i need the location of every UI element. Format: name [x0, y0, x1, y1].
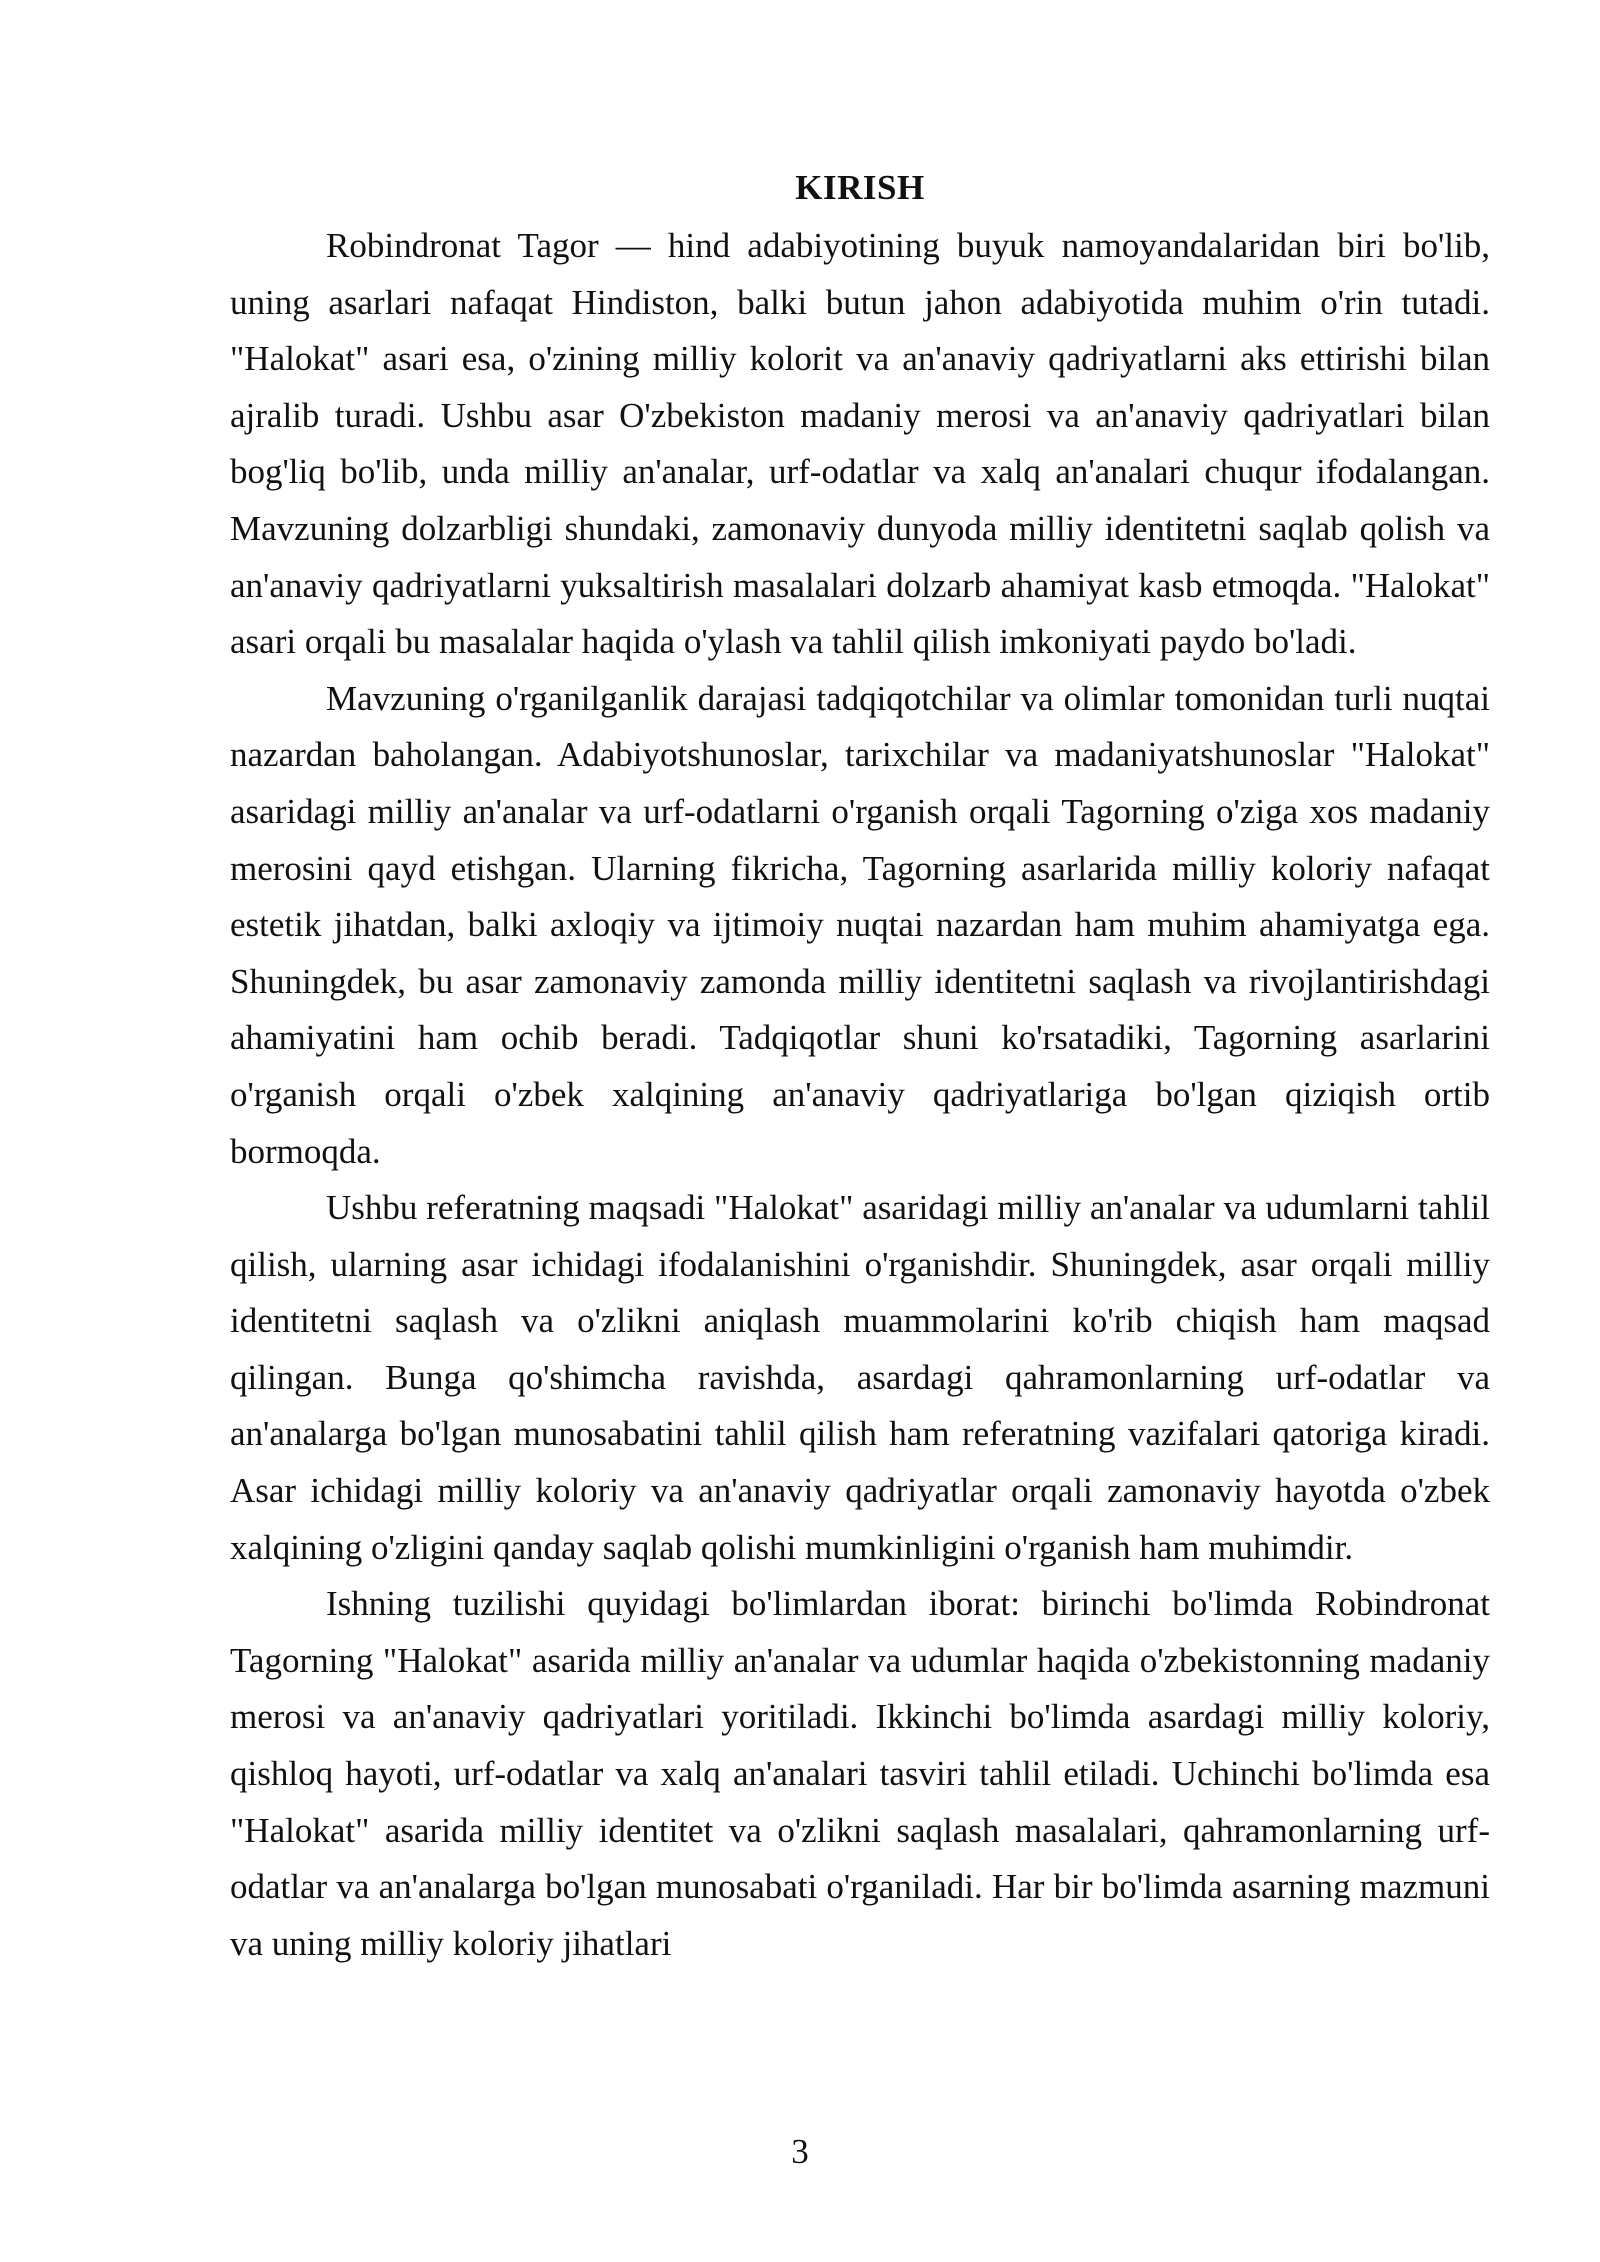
paragraph-relevance: Robindronat Tagor — hind adabiyotining buyuk namoyandalaridan biri bo'lib, uning asarlari nafaqat Hindiston, balki butun jahon adabiyotida muhim o'rin tutadi. "Halokat" asari esa, o'zining milliy kolorit va an'anaviy qadriyatlarni aks ettirishi bilan ajralib turadi. Ushbu asar O'zbekiston madaniy merosi va an'anaviy qadriyatlari bilan bog'liq bo'lib, unda milliy an'analar, urf-odatlar va xalq an'analari chuqur ifodalangan. Mavzuning dolzarbligi shundaki, zamonaviy dunyoda milliy identitetni saqlab qolish va an'anaviy qadriyatlarni yuksaltirish masalalari dolzarb ahamiyat kasb etmoqda. "Halokat" asari orqali bu masalalar haqida o'ylash va tahlil qilish imkoniyati paydo bo'ladi. — [230, 226, 1490, 662]
paragraph-purpose: Ushbu referatning maqsadi "Halokat" asaridagi milliy an'analar va udumlarni tahlil qilish, ularning asar ichidagi ifodalanishini o'rganishdir. Shuningdek, asar orqali milliy identitetni saqlash va o'zlikni aniqlash muammolarini ko'rib chiqish ham maqsad qilingan. Bunga qo'shimcha ravishda, asardagi qahramonlarning urf-odatlar va an'analarga bo'lgan munosabatini tahlil qilish ham referatning vazifalari qatoriga kiradi. Asar ichidagi milliy koloriy va an'anaviy qadriyatlar orqali zamonaviy hayotda o'zbek xalqining o'zligini qanday saqlab qolishi mumkinligini o'rganish ham muhimdir. — [230, 1188, 1490, 1567]
paragraph-research-degree: Mavzuning o'rganilganlik darajasi tadqiqotchilar va olimlar tomonidan turli nuqtai nazardan baholangan. Adabiyotshunoslar, tarixchilar va madaniyatshunoslar "Halokat" asaridagi milliy an'analar va urf-odatlarni o'rganish orqali Tagorning o'ziga xos madaniy merosini qayd etishgan. Ularning fikricha, Tagorning asarlarida milliy koloriy nafaqat estetik jihatdan, balki axloqiy va ijtimoiy nuqtai nazardan ham muhim ahamiyatga ega. Shuningdek, bu asar zamonaviy zamonda milliy identitetni saqlash va rivojlantirishdagi ahamiyatini ham ochib beradi. Tadqiqotlar shuni ko'rsatadiki, Tagorning asarlarini o'rganish orqali o'zbek xalqining an'anaviy qadriyatlariga bo'lgan qiziqish ortib bormoqda. — [230, 678, 1490, 1171]
page-number: 3 — [791, 2132, 809, 2171]
page-content — [230, 160, 1490, 1972]
paragraph-structure: Ishning tuzilishi quyidagi bo'limlardan iborat: birinchi bo'limda Robindronat Tagorning "Halokat" asarida milliy an'analar va udumlar haqida o'zbekistonning madaniy merosi va an'anaviy qadriyatlari yoritiladi. Ikkinchi bo'limda asardagi milliy koloriy, qishloq hayoti, urf-odatlar va xalq an'analari tasviri tahlil etiladi. Uchinchi bo'limda esa "Halokat" asarida milliy identitet va o'zlikni saqlash masalalari, qahramonlarning urf-odatlar va an'analarga bo'lgan munosabati o'rganiladi. Har bir bo'limda asarning mazmuni va uning milliy koloriy jihatlari — [230, 1584, 1490, 1963]
section-heading: KIRISH — [795, 168, 925, 207]
